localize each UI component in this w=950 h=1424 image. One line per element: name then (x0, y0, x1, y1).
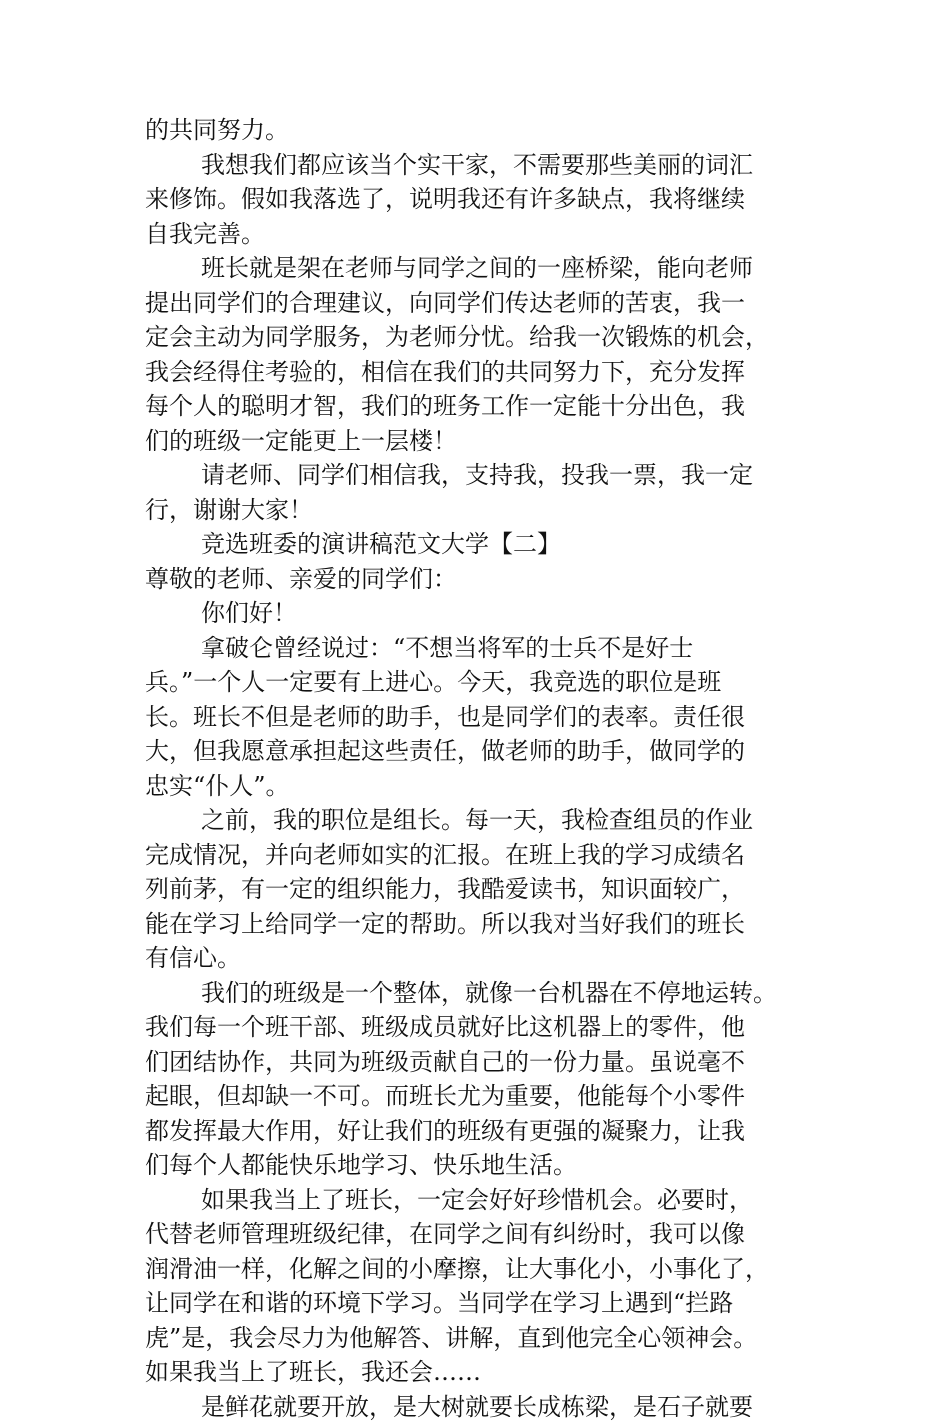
text-line: 们每个人都能快乐地学习、快乐地生活。 (145, 1148, 805, 1183)
text-line: 如果我当上了班长，我还会…… (145, 1355, 805, 1390)
text-line: 拿破仑曾经说过：“不想当将军的士兵不是好士 (145, 631, 805, 666)
text-line: 长。班长不但是老师的助手，也是同学们的表率。责任很 (145, 700, 805, 735)
text-line: 代替老师管理班级纪律，在同学之间有纠纷时，我可以像 (145, 1217, 805, 1252)
text-line: 我会经得住考验的，相信在我们的共同努力下，充分发挥 (145, 355, 805, 390)
text-line: 我们每一个班干部、班级成员就好比这机器上的零件，他 (145, 1010, 805, 1045)
text-line: 我们的班级是一个整体，就像一台机器在不停地运转。 (145, 976, 805, 1011)
text-line: 之前，我的职位是组长。每一天，我检查组员的作业 (145, 803, 805, 838)
text-line: 让同学在和谐的环境下学习。当同学在学习上遇到“拦路 (145, 1286, 805, 1321)
text-line: 起眼，但却缺一不可。而班长尤为重要，他能每个小零件 (145, 1079, 805, 1114)
text-line: 们团结协作，共同为班级贡献自己的一份力量。虽说毫不 (145, 1045, 805, 1080)
text-line: 的共同努力。 (145, 113, 805, 148)
text-line: 每个人的聪明才智，我们的班务工作一定能十分出色，我 (145, 389, 805, 424)
text-line: 你们好！ (145, 596, 805, 631)
text-line: 列前茅，有一定的组织能力，我酷爱读书，知识面较广， (145, 872, 805, 907)
text-line: 自我完善。 (145, 217, 805, 252)
text-line: 行，谢谢大家！ (145, 493, 805, 528)
text-line: 提出同学们的合理建议，向同学们传达老师的苦衷，我一 (145, 286, 805, 321)
text-line: 润滑油一样，化解之间的小摩擦，让大事化小，小事化了， (145, 1252, 805, 1287)
text-line: 尊敬的老师、亲爱的同学们： (145, 562, 805, 597)
text-line: 是鲜花就要开放，是大树就要长成栋梁，是石子就要 (145, 1390, 805, 1424)
text-line: 如果我当上了班长，一定会好好珍惜机会。必要时， (145, 1183, 805, 1218)
text-line: 我想我们都应该当个实干家，不需要那些美丽的词汇 (145, 148, 805, 183)
text-line: 班长就是架在老师与同学之间的一座桥梁，能向老师 (145, 251, 805, 286)
text-line: 兵。”一个人一定要有上进心。今天，我竞选的职位是班 (145, 665, 805, 700)
text-line: 有信心。 (145, 941, 805, 976)
document-body (145, 113, 805, 1424)
text-line: 完成情况，并向老师如实的汇报。在班上我的学习成绩名 (145, 838, 805, 873)
text-line: 竞选班委的演讲稿范文大学【二】 (145, 527, 805, 562)
text-line: 请老师、同学们相信我，支持我，投我一票，我一定 (145, 458, 805, 493)
text-line: 忠实“仆人”。 (145, 769, 805, 804)
text-line: 都发挥最大作用，好让我们的班级有更强的凝聚力，让我 (145, 1114, 805, 1149)
text-line: 定会主动为同学服务，为老师分忧。给我一次锻炼的机会， (145, 320, 805, 355)
text-line: 大，但我愿意承担起这些责任，做老师的助手，做同学的 (145, 734, 805, 769)
text-line: 们的班级一定能更上一层楼！ (145, 424, 805, 459)
text-line: 虎”是，我会尽力为他解答、讲解，直到他完全心领神会。 (145, 1321, 805, 1356)
text-line: 能在学习上给同学一定的帮助。所以我对当好我们的班长 (145, 907, 805, 942)
text-line: 来修饰。假如我落选了，说明我还有许多缺点，我将继续 (145, 182, 805, 217)
